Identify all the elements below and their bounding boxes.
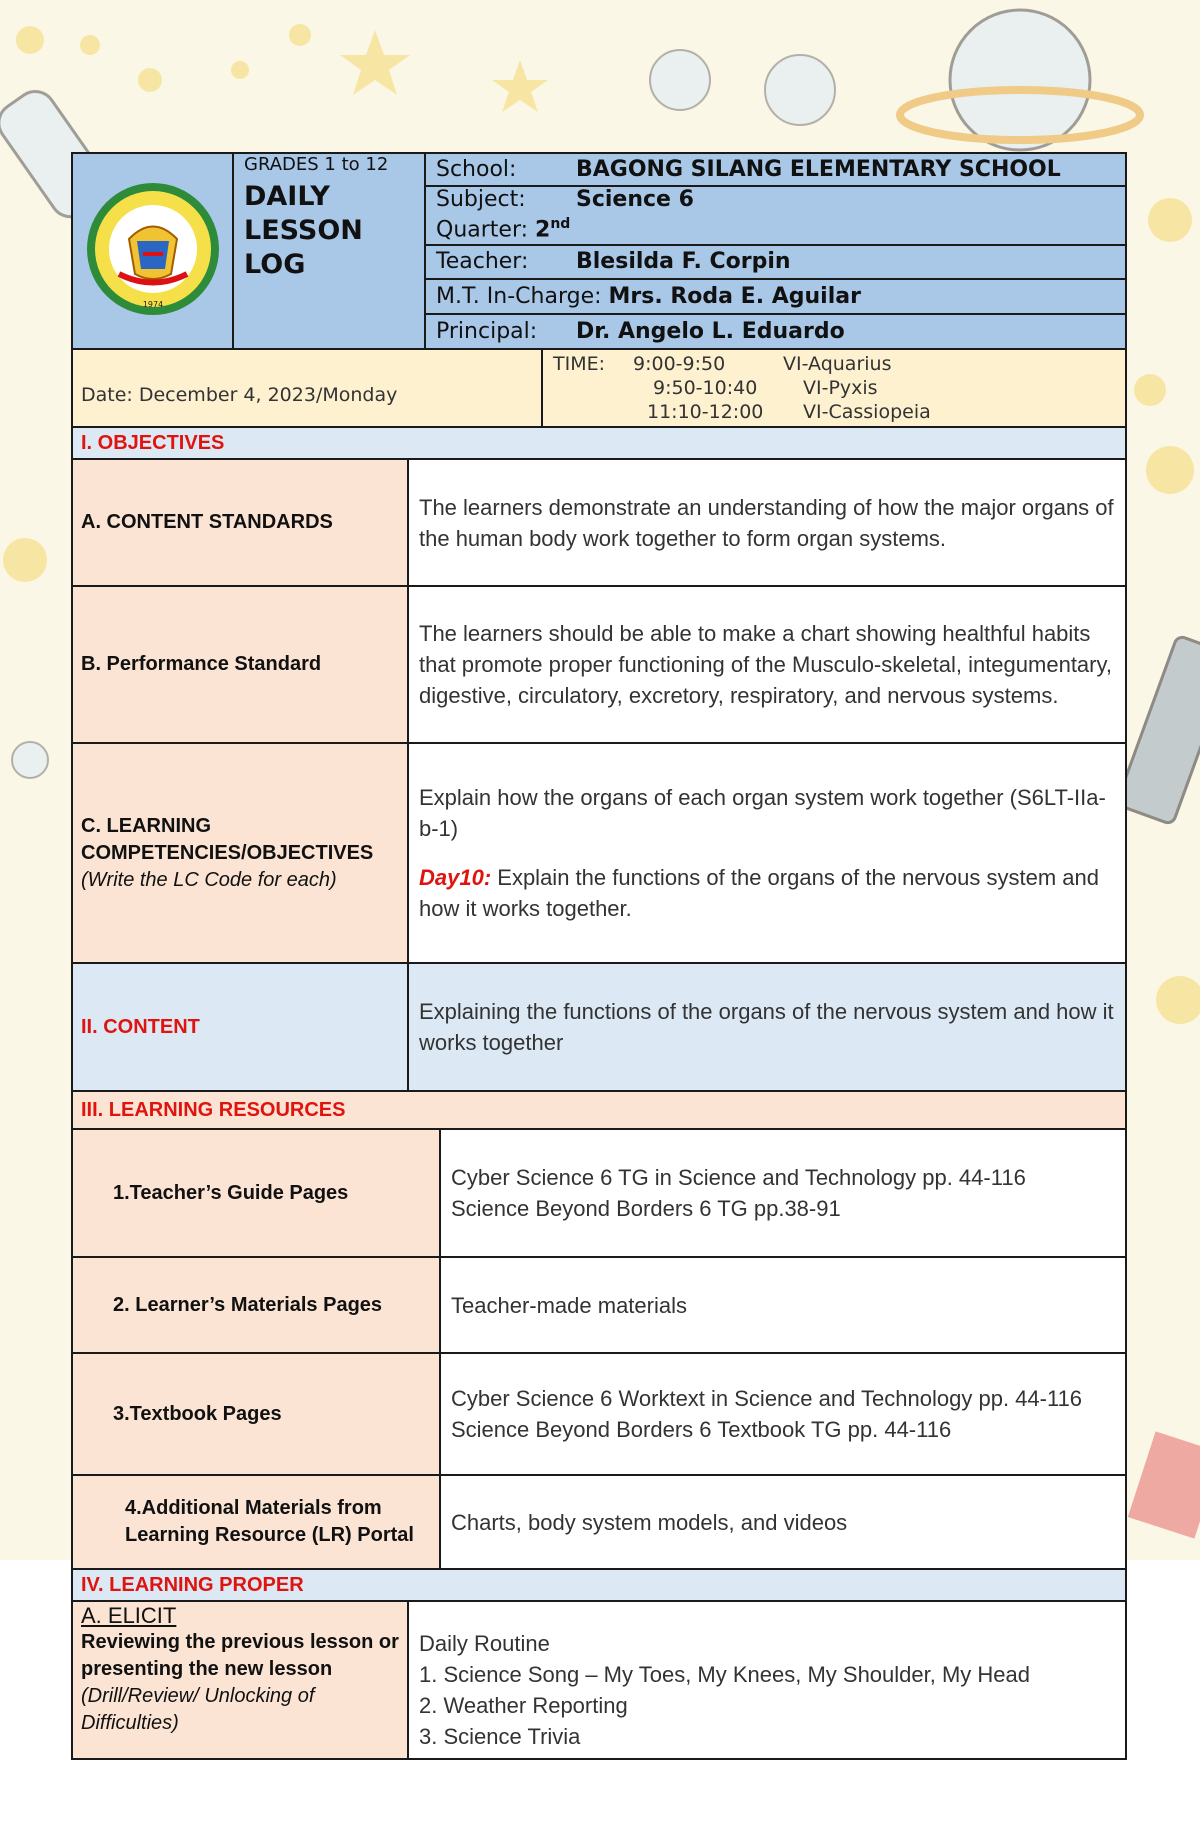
- teacher-row: [425, 245, 1126, 280]
- mt-row: [425, 279, 1126, 314]
- title-line-1: DAILY: [244, 181, 330, 212]
- teachers-guide-text: [440, 1130, 1125, 1257]
- schedule-time: 9:00-9:50: [633, 353, 726, 375]
- objectives-body: [73, 460, 1125, 1090]
- mt-name: Mrs. Roda E. Aguilar: [608, 284, 861, 310]
- teachers-guide-label: 1.Teacher’s Guide Pages: [73, 1130, 440, 1257]
- learners-materials-text: Teacher-made materials: [440, 1257, 1125, 1353]
- content-standards-label: A. CONTENT STANDARDS: [73, 460, 408, 586]
- teacher-label: Teacher:: [436, 249, 529, 275]
- principal-name: Dr. Angelo L. Eduardo: [576, 319, 845, 345]
- day-objective: Explain the functions of the organs of the nervous system and how it works together.: [419, 865, 1099, 921]
- quarter-label: Quarter:: [436, 217, 529, 243]
- routine-line: Daily Routine: [419, 1631, 550, 1656]
- day-marker: Day10:: [419, 865, 492, 890]
- schedule-time: 11:10-12:00: [647, 401, 764, 423]
- title-line-2: LESSON: [244, 215, 363, 246]
- quarter-value: 2: [535, 217, 551, 243]
- resource-line: Science Beyond Borders 6 Textbook TG pp. 44-116: [451, 1417, 952, 1442]
- school-logo-cell: [72, 153, 233, 349]
- competencies-cell: [73, 743, 408, 963]
- page-title: [244, 180, 414, 282]
- daily-lesson-log-table: [71, 152, 1127, 1760]
- elicit-note: (Drill/Review/ Unlocking of Difficulties): [81, 1685, 315, 1734]
- content-standards-text: The learners demonstrate an understanding of how the major organs of the human body work together to form organ systems.: [408, 460, 1125, 586]
- additional-materials-text: Charts, body system models, and videos: [440, 1475, 1125, 1568]
- time-label: TIME:: [553, 353, 606, 375]
- objectives-heading: I. OBJECTIVES: [72, 427, 1126, 459]
- additional-materials-label: [73, 1475, 440, 1568]
- schedule-section: VI-Cassiopeia: [803, 401, 931, 423]
- school-row: [425, 153, 1126, 186]
- performance-standard-label: B. Performance Standard: [73, 586, 408, 743]
- routine-line: 2. Weather Reporting: [419, 1693, 628, 1718]
- subject-label: Subject:: [436, 187, 526, 213]
- learning-proper-body: [73, 1602, 1125, 1758]
- elicit-title: A. ELICIT: [81, 1603, 177, 1628]
- school-seal-icon: [79, 179, 227, 319]
- content-heading: II. CONTENT: [73, 963, 408, 1090]
- learners-materials-label: 2. Learner’s Materials Pages: [73, 1257, 440, 1353]
- resources-heading: III. LEARNING RESOURCES: [72, 1091, 1126, 1129]
- resource-line: Science Beyond Borders 6 TG pp.38-91: [451, 1196, 841, 1221]
- resource-line: Cyber Science 6 TG in Science and Technology pp. 44-116: [451, 1165, 1026, 1190]
- competencies-note: (Write the LC Code for each): [81, 868, 337, 891]
- routine-line: 3. Science Trivia: [419, 1724, 581, 1749]
- schedule-time: 9:50-10:40: [653, 377, 758, 399]
- schedule: [543, 350, 1125, 426]
- schedule-row: [553, 352, 1115, 376]
- school-name: BAGONG SILANG ELEMENTARY SCHOOL: [576, 156, 1061, 182]
- subject-value: Science 6: [576, 187, 694, 213]
- logo-year: 1974: [142, 299, 163, 309]
- daily-routine-cell: [408, 1602, 1125, 1758]
- elicit-label: Reviewing the previous lesson or presenting the new lesson: [81, 1631, 399, 1680]
- principal-label: Principal:: [436, 319, 538, 345]
- resource-line: Cyber Science 6 Worktext in Science and Technology pp. 44-116: [451, 1386, 1083, 1411]
- schedule-row: [553, 400, 1115, 424]
- subject-quarter-row: [425, 186, 1126, 245]
- schedule-row: [553, 376, 1115, 400]
- date-time-row: [72, 349, 1126, 427]
- competencies-text: Explain how the organs of each organ system work together (S6LT-IIa-b-1): [419, 785, 1106, 841]
- teacher-name: Blesilda F. Corpin: [576, 249, 791, 275]
- mt-label: M.T. In-Charge:: [436, 284, 602, 310]
- grades-label: GRADES 1 to 12: [244, 154, 389, 175]
- textbook-label: 3.Textbook Pages: [73, 1353, 440, 1475]
- school-label: School:: [436, 156, 517, 182]
- competencies-text-cell: [408, 743, 1125, 963]
- routine-line: 1. Science Song – My Toes, My Knees, My Shoulder, My Head: [419, 1662, 1031, 1687]
- competencies-label: C. LEARNING COMPETENCIES/OBJECTIVES: [81, 814, 374, 864]
- lesson-date: Date: December 4, 2023/Monday: [73, 350, 543, 426]
- schedule-section: VI-Pyxis: [803, 377, 878, 399]
- textbook-text: [440, 1353, 1125, 1475]
- content-text: Explaining the functions of the organs of the nervous system and how it works together: [408, 963, 1125, 1090]
- title-cell: [233, 153, 425, 349]
- principal-row: [425, 314, 1126, 349]
- elicit-cell: [73, 1602, 408, 1758]
- additional-materials-label-text: 4.Additional Materials from Learning Resource (LR) Portal: [125, 1497, 414, 1546]
- title-line-3: LOG: [244, 249, 306, 280]
- learning-proper-heading: IV. LEARNING PROPER: [72, 1569, 1126, 1601]
- quarter-suffix: nd: [550, 216, 571, 233]
- resources-body: [73, 1130, 1125, 1568]
- schedule-section: VI-Aquarius: [783, 353, 892, 375]
- performance-standard-text: The learners should be able to make a chart showing healthful habits that promote proper functioning of the Musculo-skeletal, integumentary, digestive, circulatory, excretory, respiratory, and nervous systems.: [408, 586, 1125, 743]
